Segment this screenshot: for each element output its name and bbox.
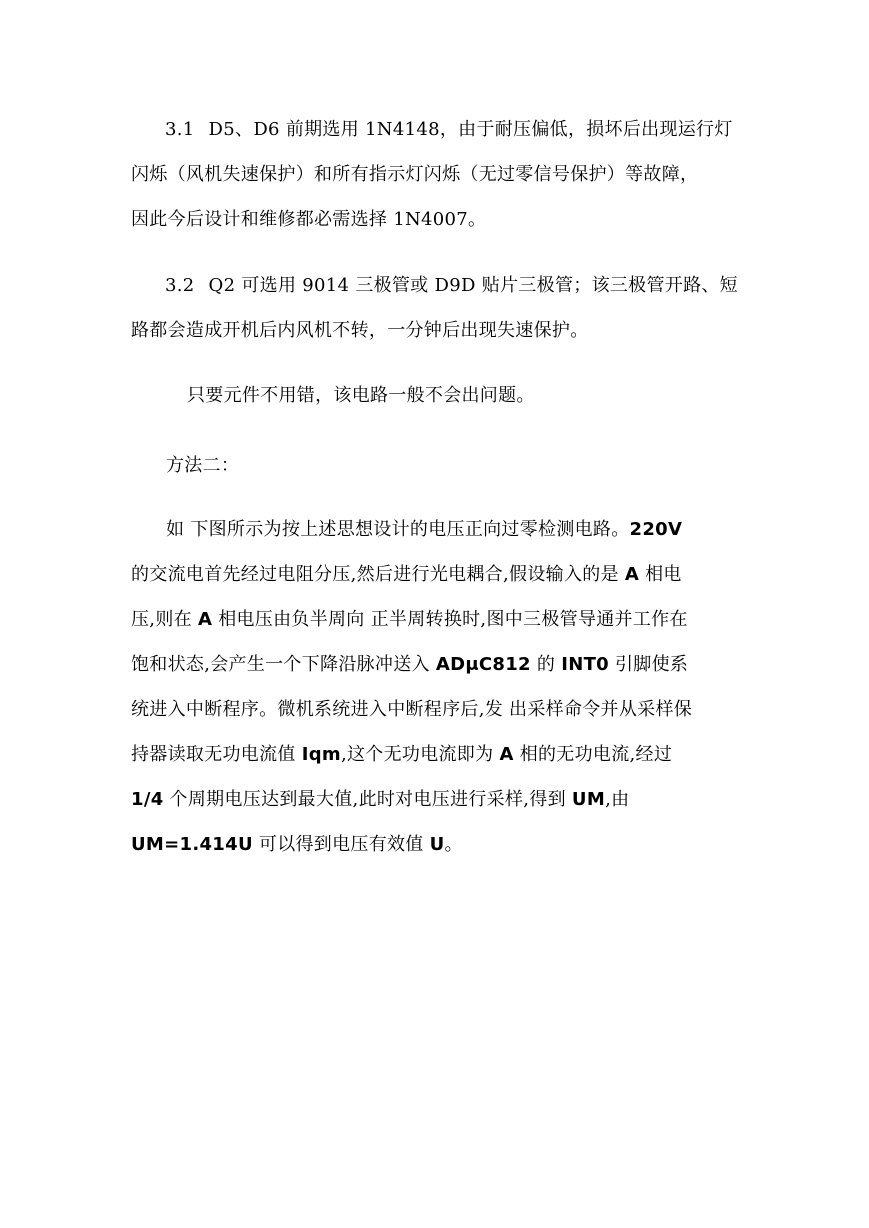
method-2-line-5: 统进入中断程序。微机系统进入中断程序后,发 出采样命令并从采样保: [131, 699, 693, 720]
method-2-line-7: 1/4 个周期电压达到最大值,此时对电压进行采样,得到 UM,由: [131, 789, 630, 810]
section-3-2-text-1: Q2 可选用 9014 三极管或 D9D 贴片三极管；该三极管开路、短: [208, 275, 738, 296]
method-2-title: 方法二：: [166, 455, 240, 476]
section-3-1-line-1: [165, 117, 733, 143]
section-3-1-text-1: D5、D6 前期选用 1N4148，由于耐压偏低，损坏后出现运行灯: [208, 119, 733, 140]
method-2-line-8: UM=1.414U 可以得到电压有效值 U。: [131, 834, 463, 855]
note-paragraph: 只要元件不用错，该电路一般不会出问题。: [187, 385, 535, 406]
section-3-1-line-3: 因此今后设计和维修都必需选择 1N4007。: [131, 209, 487, 230]
method-2-line-6: 持器读取无功电流值 Iqm,这个无功电流即为 A 相的无功电流,经过: [131, 744, 673, 765]
section-3-2-line-2: 路都会造成开机后内风机不转，一分钟后出现失速保护。: [131, 320, 589, 341]
section-3-2-line-1: [165, 273, 738, 299]
section-3-2-number: 3.2: [165, 275, 195, 296]
method-2-line-3: 压,则在 A 相电压由负半周向 正半周转换时,图中三极管导通并工作在: [131, 609, 688, 630]
section-3-1-number: 3.1: [165, 119, 195, 140]
section-3-1-line-2: 闪烁（风机失速保护）和所有指示灯闪烁（无过零信号保护）等故障，: [131, 164, 699, 185]
method-2-line-4: 饱和状态,会产生一个下降沿脉冲送入 ADμC812 的 INT0 引脚使系: [131, 654, 689, 675]
method-2-line-2: 的交流电首先经过电阻分压,然后进行光电耦合,假设输入的是 A 相电: [131, 564, 682, 585]
method-2-line-1: 如 下图所示为按上述思想设计的电压正向过零检测电路。220V: [166, 519, 683, 540]
